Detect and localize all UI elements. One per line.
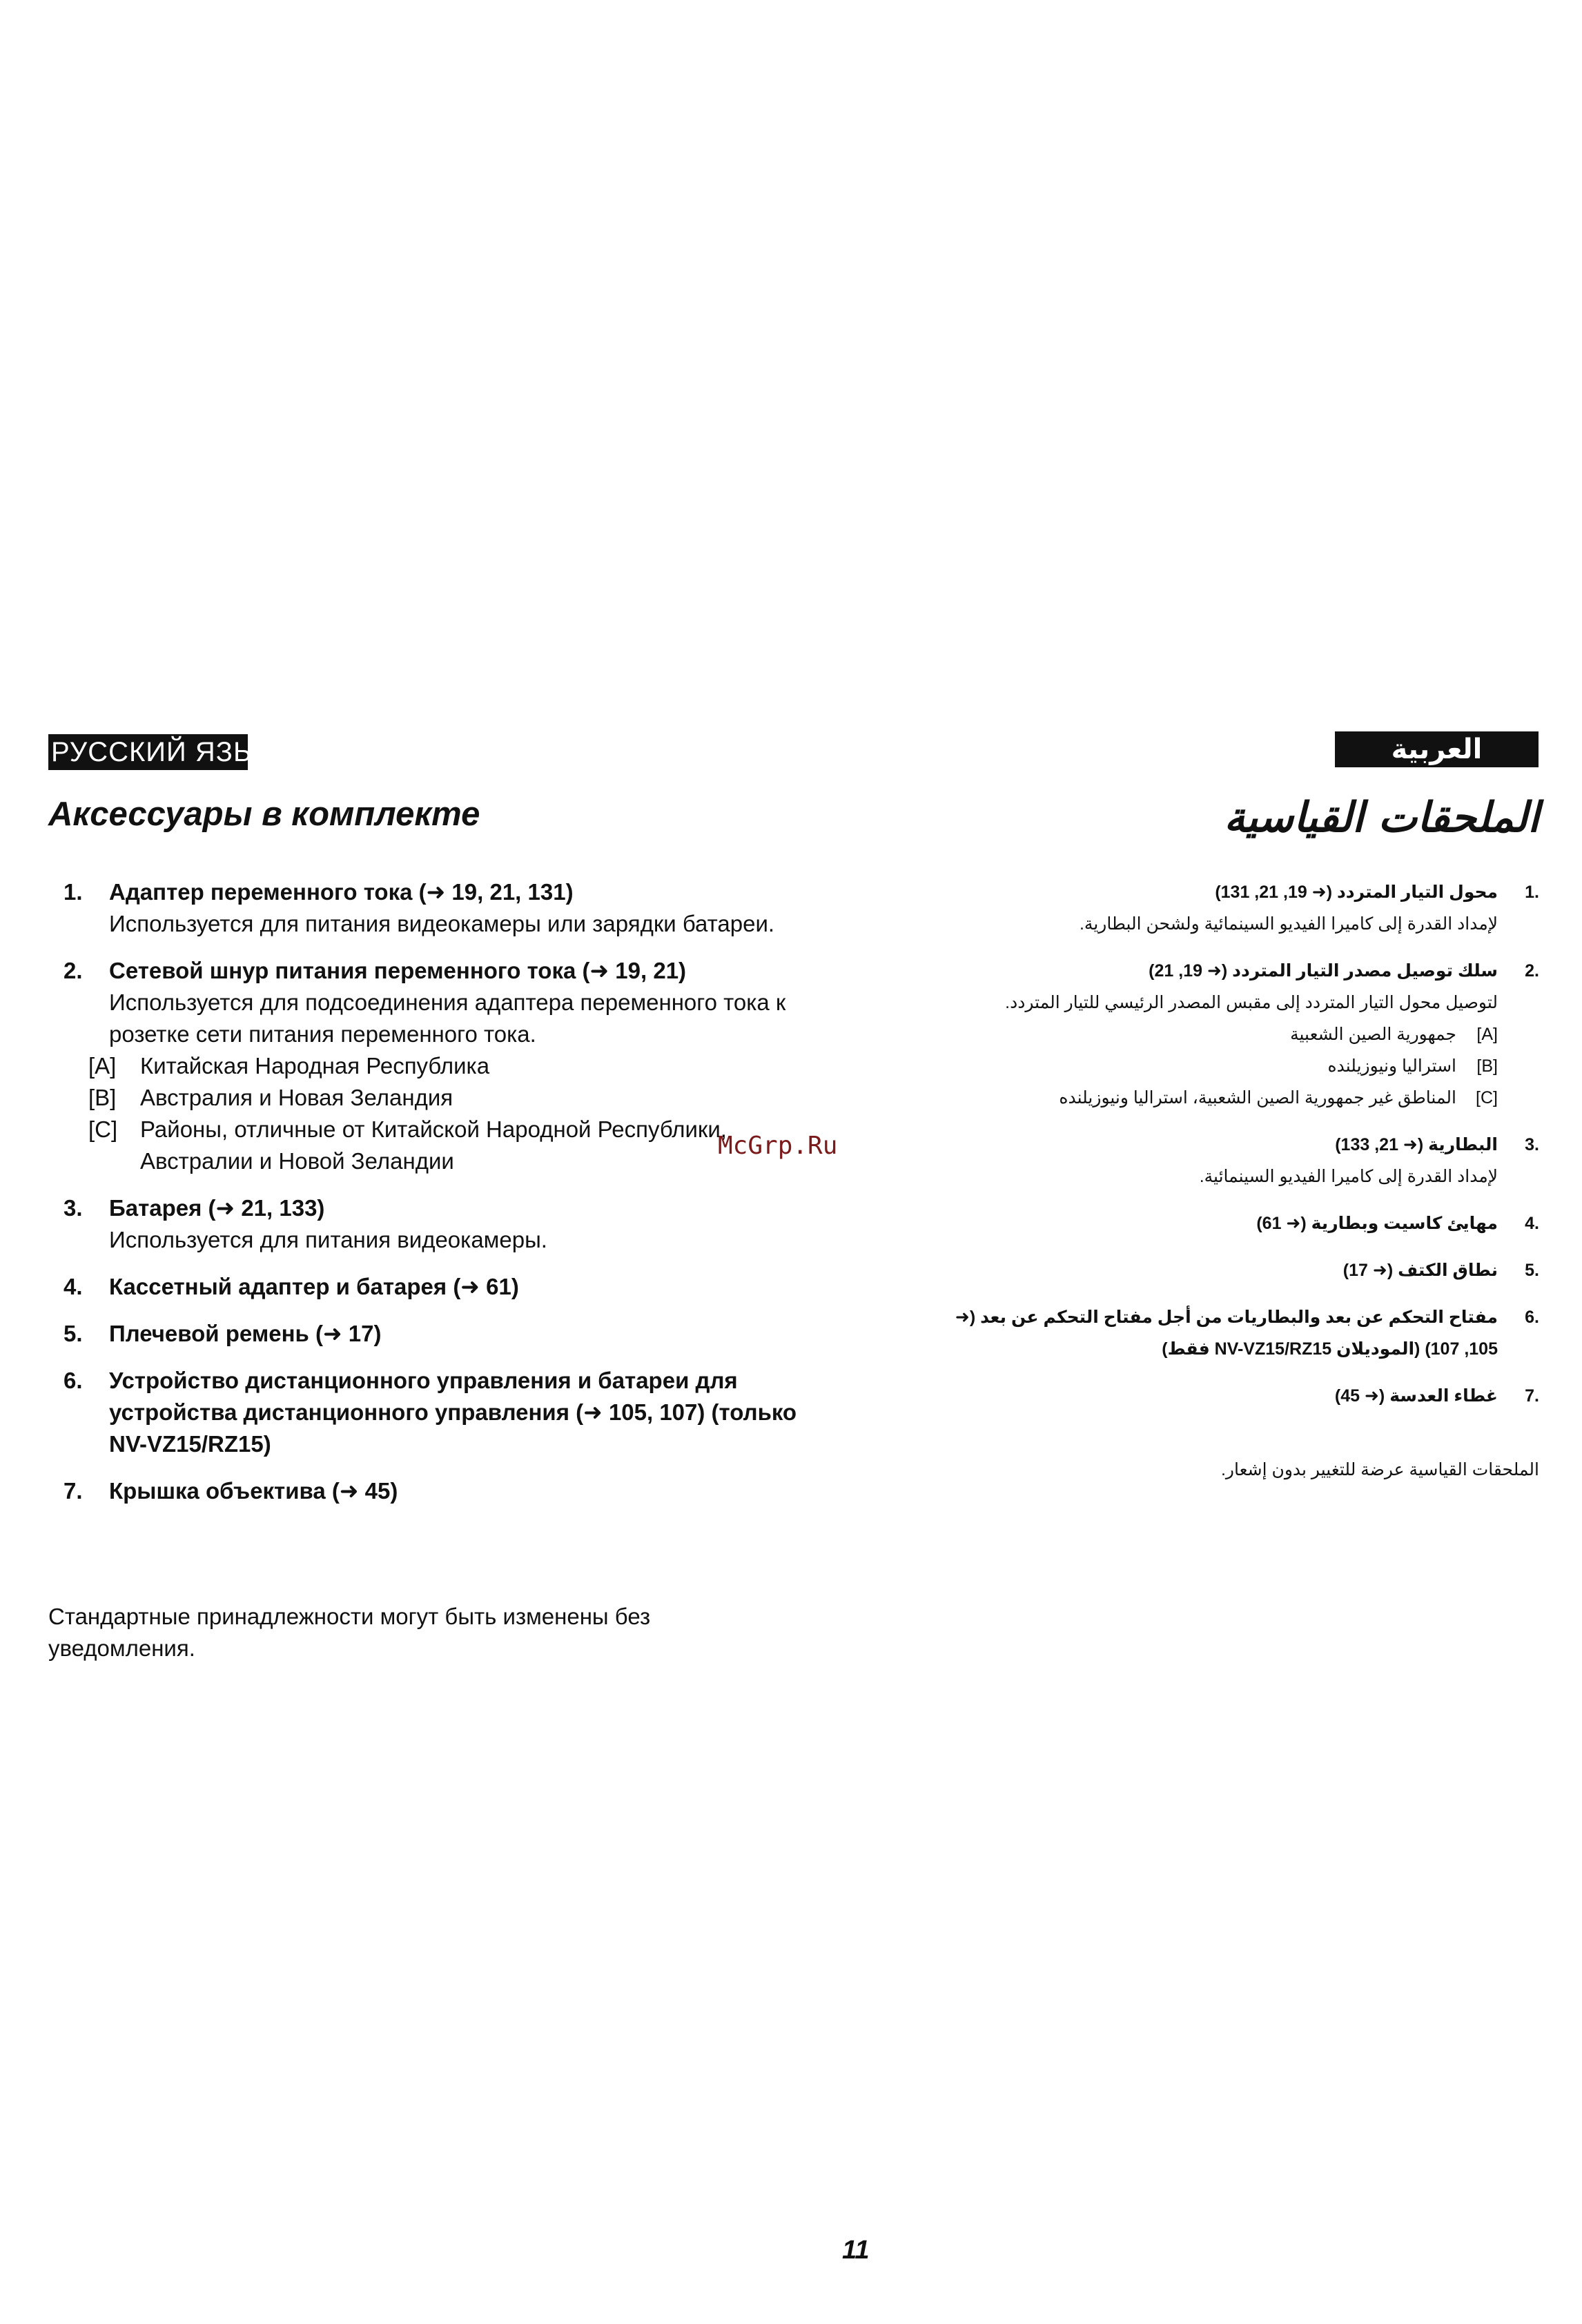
- region-marker: [B]: [1476, 1056, 1498, 1076]
- list-item: [48, 876, 835, 940]
- list-item: [48, 1365, 835, 1460]
- region-item: [918, 1018, 1498, 1050]
- item-number: .3: [1525, 1135, 1539, 1154]
- item-number: 3.: [64, 1195, 83, 1221]
- arabic-footnote: الملحقات القياسية عرضة للتغيير بدون إشعار.: [1220, 1460, 1539, 1479]
- region-marker: [C]: [1476, 1088, 1498, 1107]
- region-text: Районы, отличные от Китайской Народной Республики, Австралии и Новой Зеландии: [140, 1116, 727, 1174]
- item-number: 6.: [64, 1368, 83, 1393]
- item-heading: البطارية (➜ 21, 133): [1335, 1135, 1498, 1154]
- item-heading: Крышка объектива (➜ 45): [109, 1478, 398, 1504]
- item-heading: محول التيار المتردد (➜ 19, 21, 131): [1215, 883, 1498, 902]
- item-number: .5: [1525, 1261, 1539, 1280]
- item-number: .2: [1525, 961, 1539, 981]
- list-item: [918, 1208, 1539, 1239]
- item-heading: غطاء العدسة (➜ 45): [1334, 1386, 1498, 1406]
- list-item: [48, 1318, 835, 1350]
- item-heading: مهايئ كاسيت وبطارية (➜ 61): [1256, 1214, 1498, 1233]
- item-description: Используется для подсоединения адаптера переменного тока к розетке сети питания переменного тока.: [109, 989, 786, 1047]
- list-item: [48, 1271, 835, 1303]
- region-text: جمهورية الصين الشعبية: [1290, 1025, 1456, 1044]
- region-text: Китайская Народная Республика: [140, 1053, 490, 1079]
- item-description: لتوصيل محول التيار المتردد إلى مقبس المصدر الرئيسي للتيار المتردد.: [1005, 993, 1498, 1012]
- item-heading: Кассетный адаптер и батарея (➜ 61): [109, 1274, 519, 1299]
- russian-language-tag: РУССКИЙ ЯЗЫК: [48, 734, 248, 770]
- item-heading: Устройство дистанционного управления и батареи для устройства дистанционного управления (➜ 105, 107) (только NV-VZ15/RZ15): [109, 1368, 797, 1457]
- list-item: [918, 1254, 1539, 1286]
- region-marker: [A]: [1476, 1025, 1498, 1044]
- item-heading: Сетевой шнур питания переменного тока (➜ 19, 21): [109, 958, 687, 983]
- watermark-text: McGrp.Ru: [718, 1132, 838, 1160]
- region-text: استراليا ونيوزيلنده: [1327, 1056, 1456, 1076]
- item-number: .1: [1525, 883, 1539, 902]
- arabic-column: [918, 794, 1539, 1427]
- russian-accessory-list: [48, 876, 838, 1507]
- item-heading: Плечевой ремень (➜ 17): [109, 1321, 382, 1346]
- arabic-language-tag: العربية: [1335, 731, 1539, 767]
- region-item: [88, 1050, 835, 1082]
- arabic-accessory-list: [918, 876, 1539, 1412]
- item-number: .7: [1525, 1386, 1539, 1406]
- region-item: [918, 1050, 1498, 1082]
- item-description: Используется для питания видеокамеры.: [109, 1227, 547, 1252]
- item-number: 7.: [64, 1478, 83, 1504]
- item-heading: Адаптер переменного тока (➜ 19, 21, 131): [109, 879, 574, 905]
- region-text: Австралия и Новая Зеландия: [140, 1085, 453, 1110]
- list-item: [918, 1380, 1539, 1412]
- item-number: 2.: [64, 958, 83, 983]
- item-heading: Батарея (➜ 21, 133): [109, 1195, 325, 1221]
- region-marker: [A]: [88, 1053, 117, 1079]
- region-marker: [B]: [88, 1085, 117, 1110]
- item-number: .6: [1525, 1308, 1539, 1327]
- item-heading: نطاق الكتف (➜ 17): [1342, 1261, 1498, 1280]
- item-description: لإمداد القدرة إلى كاميرا الفيديو السينمائية ولشحن البطارية.: [1079, 914, 1498, 934]
- region-marker: [C]: [88, 1116, 118, 1142]
- russian-page-title: Аксессуары в комплекте: [48, 796, 480, 833]
- list-item: [48, 1475, 835, 1507]
- item-number: 4.: [64, 1274, 83, 1299]
- item-number: .4: [1525, 1214, 1539, 1233]
- list-item: [918, 1301, 1539, 1365]
- list-item: [918, 955, 1539, 1114]
- item-number: 5.: [64, 1321, 83, 1346]
- item-heading: سلك توصيل مصدر التيار المتردد (➜ 19, 21): [1149, 961, 1498, 981]
- page-number: 11: [842, 2236, 870, 2265]
- item-number: 1.: [64, 879, 83, 905]
- list-item: [48, 1192, 835, 1256]
- list-item: [48, 955, 838, 1177]
- item-description: Используется для питания видеокамеры или зарядки батареи.: [109, 911, 775, 936]
- item-description: لإمداد القدرة إلى كاميرا الفيديو السينمائية.: [1199, 1167, 1498, 1186]
- russian-column: [48, 794, 838, 1522]
- russian-footnote: Стандартные принадлежности могут быть изменены без уведомления.: [48, 1604, 651, 1661]
- region-text: المناطق غير جمهورية الصين الشعبية، استراليا ونيوزيلنده: [1059, 1088, 1456, 1107]
- item-heading: مفتاح التحكم عن بعد والبطاريات من أجل مفتاح التحكم عن بعد (➜ 105, 107) (الموديلان NV-VZ15/RZ15 فقط): [955, 1308, 1498, 1359]
- region-item: [88, 1082, 835, 1114]
- list-item: [918, 876, 1539, 940]
- region-list: [918, 1018, 1498, 1114]
- list-item: [918, 1129, 1539, 1192]
- arabic-page-title: الملحقات القياسية: [1224, 794, 1539, 842]
- region-item: [918, 1082, 1498, 1114]
